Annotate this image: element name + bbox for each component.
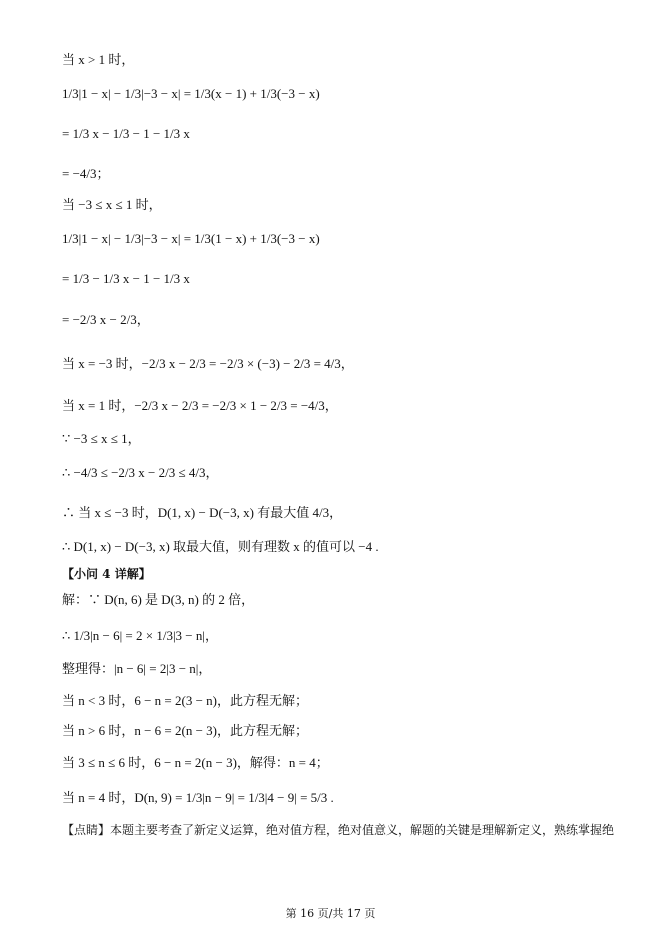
text-line: 当 x = −3 时，−2/3 x − 2/3 = −2/3 × (−3) − 2/3 = 4/3，	[62, 356, 354, 371]
summary-note: 【点睛】本题主要考查了新定义运算，绝对值方程，绝对值意义，解题的关键是理解新定义，熟练掌握绝	[62, 823, 615, 837]
text-line: = −2/3 x − 2/3，	[62, 312, 150, 327]
text-line: 1/3|1 − x| − 1/3|−3 − x| = 1/3(x − 1) + 1/3(−3 − x)	[62, 86, 320, 101]
text-line: ∴ D(1, x) − D(−3, x) 取最大值，则有理数 x 的值可以 −4 .	[62, 539, 379, 554]
text-line: ∴ −4/3 ≤ −2/3 x − 2/3 ≤ 4/3，	[62, 465, 219, 480]
text-line: = −4/3；	[62, 166, 110, 181]
text-line: 当 x = 1 时，−2/3 x − 2/3 = −2/3 × 1 − 2/3 = −4/3，	[62, 398, 338, 413]
text-line: 整理得：|n − 6| = 2|3 − n|，	[62, 661, 212, 676]
page-footer: 第 16 页/共 17 页	[285, 907, 376, 920]
section-heading: 【小问 4 详解】	[62, 567, 151, 581]
text-line: 1/3|1 − x| − 1/3|−3 − x| = 1/3(1 − x) + 1/3(−3 − x)	[62, 231, 320, 246]
text-line: = 1/3 x − 1/3 − 1 − 1/3 x	[62, 126, 190, 141]
text-line: 当 n < 3 时，6 − n = 2(3 − n)，此方程无解；	[62, 693, 308, 708]
text-line: 当 n > 6 时，n − 6 = 2(n − 3)，此方程无解；	[62, 723, 308, 738]
text-line: = 1/3 − 1/3 x − 1 − 1/3 x	[62, 271, 190, 286]
text-line: ∴ 当 x ≤ −3 时，D(1, x) − D(−3, x) 有最大值 4/3，	[62, 505, 343, 520]
text-line: 解：∵ D(n, 6) 是 D(3, n) 的 2 倍，	[62, 592, 255, 607]
text-line: 当 3 ≤ n ≤ 6 时，6 − n = 2(n − 3)，解得：n = 4；	[62, 755, 329, 770]
text-line: ∴ 1/3|n − 6| = 2 × 1/3|3 − n|，	[62, 628, 218, 643]
text-line: 当 n = 4 时，D(n, 9) = 1/3|n − 9| = 1/3|4 − 9| = 5/3 .	[62, 790, 334, 805]
text-line: 当 x > 1 时，	[62, 52, 135, 67]
text-line: 当 −3 ≤ x ≤ 1 时，	[62, 197, 162, 212]
text-line: ∵ −3 ≤ x ≤ 1，	[62, 431, 141, 446]
